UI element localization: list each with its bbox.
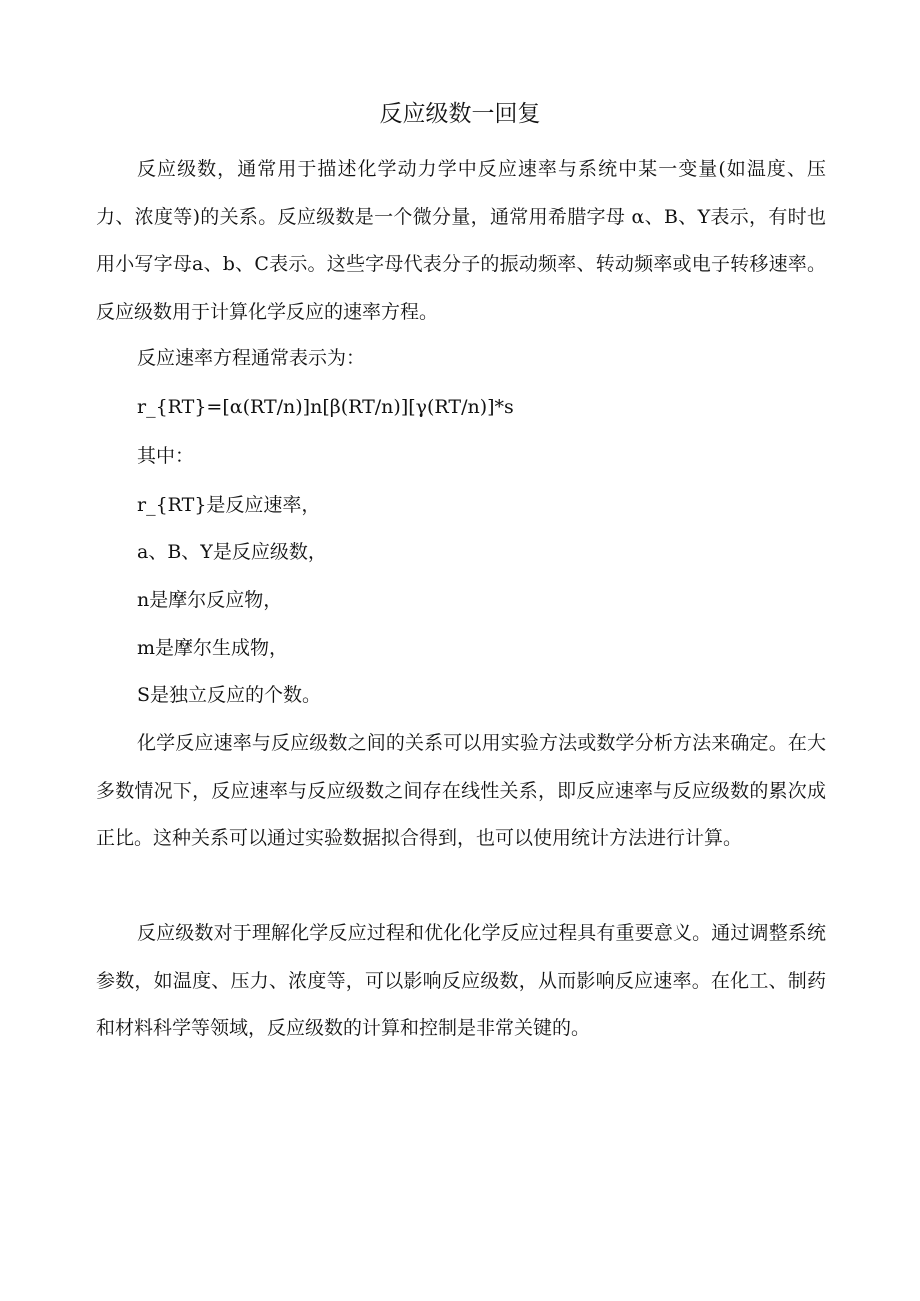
- page-title: 反应级数一回复: [379, 101, 541, 127]
- definition-reactant: n是摩尔反应物，: [137, 589, 283, 611]
- rate-equation: r_{RT}=[α(RT/n)]n[β(RT/n)][γ(RT/n)]*s: [137, 396, 514, 418]
- definition-reaction-count: S是独立反应的个数。: [137, 684, 322, 706]
- paragraph-equation-intro: 反应速率方程通常表示为：: [137, 347, 366, 369]
- paragraph-relationship: 化学反应速率与反应级数之间的关系可以用实验方法或数学分析方法来确定。在大多数情况下，反应速率与反应级数之间存在线性关系，即反应速率与反应级数的累次成正比。这种关系可以通过实验数据拟合得到，也可以使用统计方法进行计算。: [96, 732, 826, 849]
- paragraph-definition: 反应级数，通常用于描述化学动力学中反应速率与系统中某一变量(如温度、压力、浓度等)的关系。反应级数是一个微分量，通常用希腊字母 α、Β、Υ表示，有时也用小写字母a、b、C表示。这些字母代表分子的振动频率、转动频率或电子转移速率。反应级数用于计算化学反应的速率方程。: [96, 158, 826, 323]
- paragraph-significance: 反应级数对于理解化学反应过程和优化化学反应过程具有重要意义。通过调整系统参数，如温度、压力、浓度等，可以影响反应级数，从而影响反应速率。在化工、制药和材料科学等领域，反应级数的计算和控制是非常关键的。: [96, 922, 826, 1039]
- definition-orders: a、Β、Υ是反应级数，: [137, 541, 327, 563]
- definition-rate: r_{RT}是反应速率，: [137, 494, 321, 516]
- where-label: 其中：: [137, 445, 195, 467]
- definition-product: m是摩尔生成物，: [137, 637, 289, 659]
